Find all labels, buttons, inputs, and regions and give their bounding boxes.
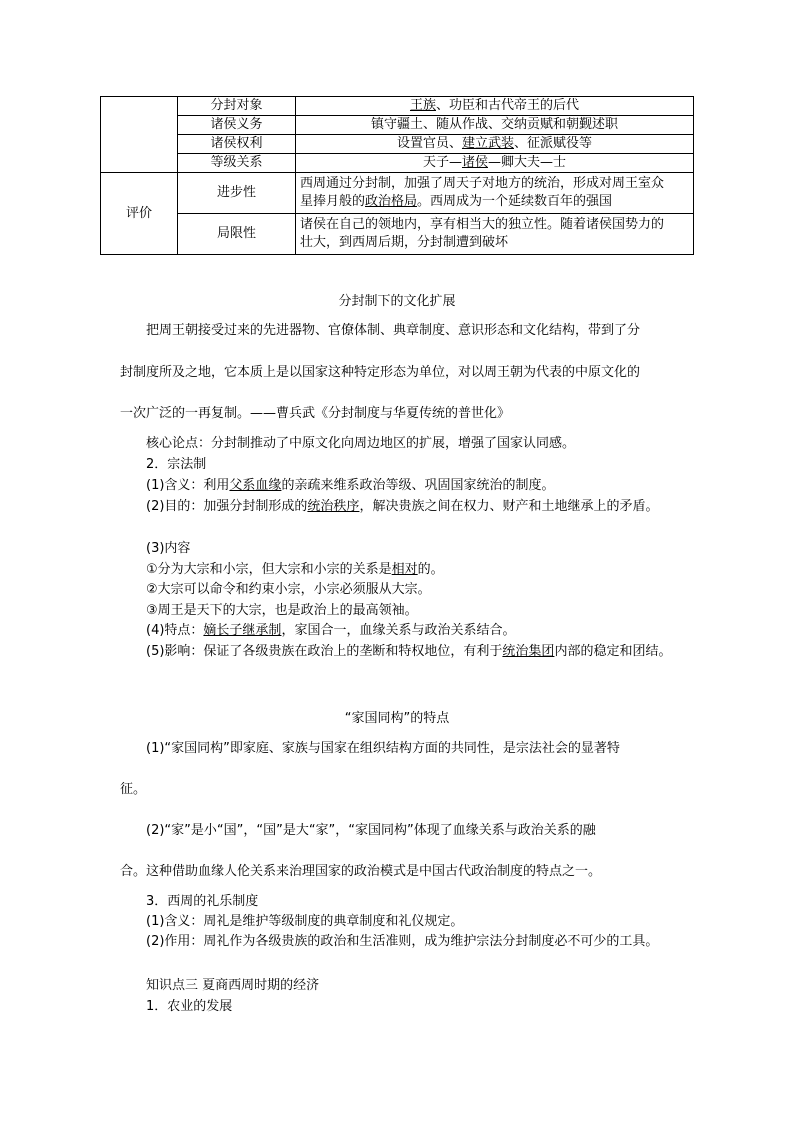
section-title-cultural-expansion: 分封制下的文化扩展: [338, 294, 456, 309]
jiaguo-p2-line-1: (2)“家”是小“国”，“国”是大“家”，“家国同构”体现了血缘关系与政治关系的融: [146, 823, 596, 838]
quote-line-2: 封制度所及之地，它本质上是以国家这种特定形态为单位，对以周王朝为代表的中原文化的: [120, 365, 641, 380]
row-value-objects: [296, 97, 694, 116]
underlined-term: 嫡长子继承制: [203, 623, 282, 638]
quote-line-1: 把周王朝接受过来的先进器物、官僚体制、典章制度、意识形态和文化结构，带到了分: [146, 323, 641, 338]
eval-label: 评价: [101, 173, 178, 255]
zongfa-heading: 2．宗法制: [146, 457, 207, 472]
core-argument: 核心论点：分封制推动了中原文化向周边地区的扩展，增强了国家认同感。: [146, 436, 576, 451]
text-run: (1)含义：利用: [146, 478, 230, 493]
underlined-term: 统治秩序: [307, 499, 360, 514]
zongfa-content-2: ②大宗可以命令和约束小宗，小宗必须服从大宗。: [146, 582, 431, 597]
zongfa-feature: [146, 622, 515, 640]
underlined-term: 相对: [391, 562, 418, 577]
jiaguo-p1-line-2: 征。: [120, 782, 147, 797]
section-title-jiaguo: “家国同构”的特点: [344, 711, 450, 726]
text-run: ，家国合一，血缘关系与政治关系结合。: [281, 623, 516, 638]
underlined-term: 政治格局: [365, 194, 418, 209]
eval-progress-line-1: [300, 175, 689, 193]
text-run: 镇守疆土、随从作战、交纳贡赋和朝觐述职: [370, 117, 618, 132]
text-run: (5)影响：保证了各级贵族在政治上的垄断和特权地位，有利于: [146, 644, 503, 659]
text-run: ，解决贵族之间在权力、财产和土地继承上的矛盾。: [359, 499, 659, 514]
text-run: 。西周成为一个延续数百年的强国: [417, 194, 613, 209]
eval-progress-line-2: [300, 193, 689, 211]
row-label-rights: 诸侯权利: [178, 135, 296, 154]
text-run: 诸侯在自己的领地内，享有相当大的独立性。随着诸侯国势力的: [300, 217, 665, 232]
text-run: 西周通过分封制，加强了周天子对地方的统治，形成对周王室众: [300, 176, 665, 191]
underlined-term: 统治集团: [502, 644, 555, 659]
text-run: 、征派赋役等: [514, 136, 593, 151]
text-run: 天子—: [422, 155, 462, 170]
underlined-term: 诸侯: [461, 155, 488, 170]
row-value-hierarchy: [296, 154, 694, 173]
text-run: 的亲疏来维系政治等级、巩固国家统治的制度。: [281, 478, 555, 493]
jiaguo-p1-line-1: (1)“家国同构”即家庭、家族与国家在组织结构方面的共同性，是宗法社会的显著特: [146, 741, 620, 756]
zongfa-content-heading: (3)内容: [146, 541, 191, 556]
jiaguo-p2-line-2: 合。这种借助血缘人伦关系来治理国家的政治模式是中国古代政治制度的特点之一。: [120, 864, 602, 879]
zongfa-content-1: [146, 561, 444, 579]
zongfa-impact: [120, 642, 680, 662]
text-run: 星捧月般的: [300, 194, 366, 209]
eval-limit-line-1: [300, 216, 689, 234]
eval-row-value-progress: [296, 173, 694, 214]
zongfa-content-3: ③周王是天下的大宗，也是政治上的最高领袖。: [146, 603, 418, 618]
eval-limit-line-2: [300, 234, 689, 252]
eval-row-value-limit: [296, 214, 694, 255]
eval-row-label-limit: 局限性: [178, 214, 296, 255]
text-run: (2)目的：加强分封制形成的: [146, 499, 308, 514]
liyue-function: (2)作用：周礼作为各级贵族的政治和生活准则，成为维护宗法分封制度必不可少的工具。: [146, 934, 659, 949]
text-run: (4)特点：: [146, 623, 204, 638]
knowledge-point-3-heading: 知识点三 夏商西周时期的经济: [146, 978, 320, 993]
text-run: 内部的稳定和团结。: [554, 644, 672, 659]
blank-category-cell: [101, 97, 178, 173]
text-run: 壮大，到西周后期，分封制遭到破坏: [300, 235, 509, 250]
underlined-term: 建立武装: [461, 136, 514, 151]
eval-row-label-progress: 进步性: [178, 173, 296, 214]
agriculture-heading: 1．农业的发展: [146, 999, 233, 1014]
underlined-term: 父系血缘: [229, 478, 282, 493]
text-run: 、功臣和古代帝王的后代: [436, 98, 580, 113]
text-run: ①分为大宗和小宗，但大宗和小宗的关系是: [146, 562, 392, 577]
liyue-definition: (1)含义：周礼是维护等级制度的典章制度和礼仪规定。: [146, 914, 464, 929]
row-label-hierarchy: 等级关系: [178, 154, 296, 173]
row-value-duties: [296, 116, 694, 135]
zongfa-purpose: [120, 497, 680, 517]
row-value-rights: [296, 135, 694, 154]
underlined-term: 王族: [409, 98, 436, 113]
text-run: 设置官员、: [396, 136, 462, 151]
text-run: 的。: [417, 562, 444, 577]
feudal-system-table: [100, 96, 694, 255]
row-label-duties: 诸侯义务: [178, 116, 296, 135]
text-run: —卿大夫—士: [488, 155, 567, 170]
quote-line-3: 一次广泛的一再复制。——曹兵武《分封制度与华夏传统的普世化》: [120, 406, 511, 421]
row-label-objects: 分封对象: [178, 97, 296, 116]
zongfa-definition: [146, 477, 554, 495]
liyue-heading: 3．西周的礼乐制度: [146, 894, 259, 909]
